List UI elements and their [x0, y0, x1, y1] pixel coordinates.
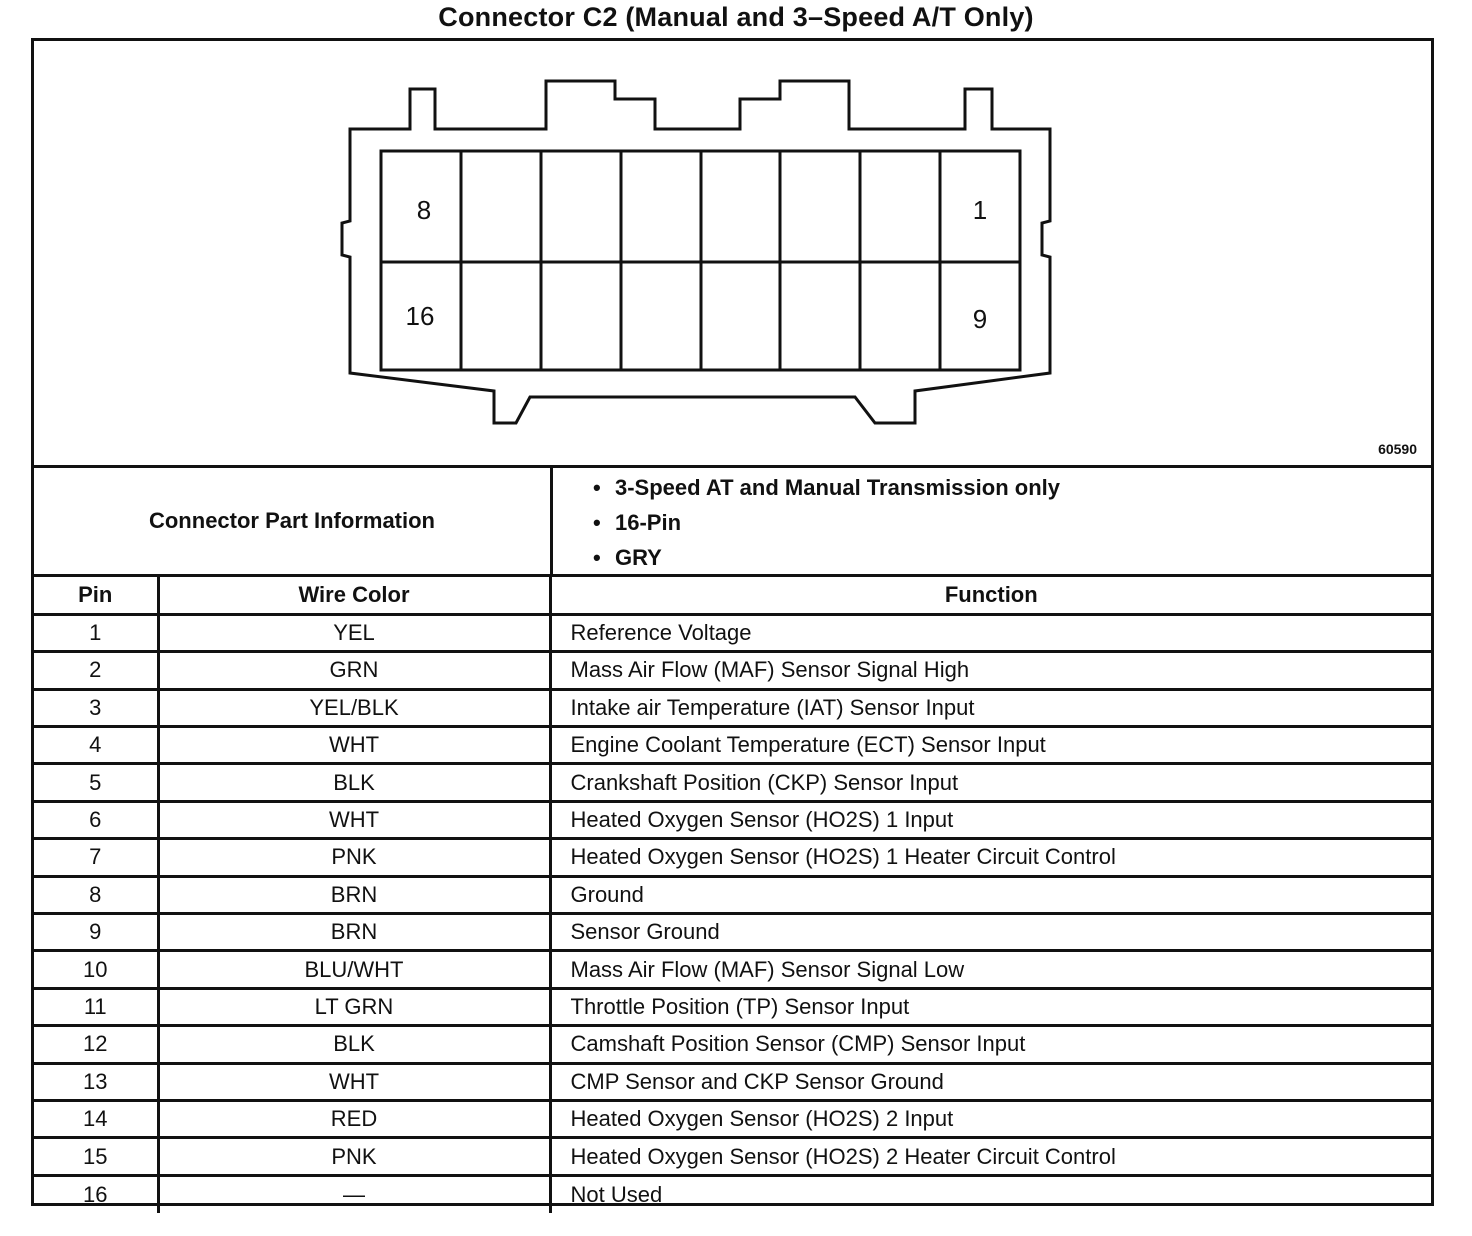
table-row [34, 614, 1431, 651]
pin-number: 11 [34, 988, 158, 1025]
table-row [34, 1138, 1431, 1175]
table-row [34, 951, 1431, 988]
pin-number: 6 [34, 801, 158, 838]
connector-housing-outline [342, 81, 1050, 423]
wire-color: — [158, 1175, 550, 1212]
table-row [34, 1063, 1431, 1100]
wire-color: YEL/BLK [158, 689, 550, 726]
wire-color: GRN [158, 652, 550, 689]
wire-color: BLU/WHT [158, 951, 550, 988]
table-row [34, 764, 1431, 801]
connector-part-info [34, 468, 1431, 577]
pin-number: 5 [34, 764, 158, 801]
wire-color: LT GRN [158, 988, 550, 1025]
connector-diagram [34, 41, 1431, 468]
table-row [34, 1100, 1431, 1137]
part-info-item: • 3-Speed AT and Manual Transmission only [593, 470, 1431, 505]
pin-function: Ground [550, 876, 1431, 913]
pin-number: 13 [34, 1063, 158, 1100]
pin-number: 15 [34, 1138, 158, 1175]
pin-number: 4 [34, 727, 158, 764]
pin-function: Heated Oxygen Sensor (HO2S) 2 Input [550, 1100, 1431, 1137]
table-row [34, 914, 1431, 951]
header-pin: Pin [34, 577, 158, 614]
wire-color: BLK [158, 764, 550, 801]
header-wire-color: Wire Color [158, 577, 550, 614]
pin-number: 10 [34, 951, 158, 988]
table-row [34, 839, 1431, 876]
pin-function: Throttle Position (TP) Sensor Input [550, 988, 1431, 1025]
part-info-item: • GRY [593, 540, 1431, 575]
pin-label-bottom-left: 16 [405, 301, 435, 331]
page-title: Connector C2 (Manual and 3–Speed A/T Only) [438, 2, 1034, 32]
pin-function: CMP Sensor and CKP Sensor Ground [550, 1063, 1431, 1100]
header-function: Function [944, 581, 1038, 607]
wire-color: BLK [158, 1026, 550, 1063]
connector-sheet [31, 38, 1434, 1206]
table-row [34, 1175, 1431, 1212]
wire-color: PNK [158, 1138, 550, 1175]
pin-function: Heated Oxygen Sensor (HO2S) 1 Input [550, 801, 1431, 838]
table-row [34, 652, 1431, 689]
pin-function: Heated Oxygen Sensor (HO2S) 1 Heater Circuit Control [550, 839, 1431, 876]
pin-number: 8 [34, 876, 158, 913]
pin-function: Mass Air Flow (MAF) Sensor Signal High [550, 652, 1431, 689]
pin-number: 14 [34, 1100, 158, 1137]
pin-function: Engine Coolant Temperature (ECT) Sensor Input [550, 727, 1431, 764]
table-row [34, 876, 1431, 913]
pin-label-top-left: 8 [416, 195, 432, 225]
table-row [34, 689, 1431, 726]
pin-function: Heated Oxygen Sensor (HO2S) 2 Heater Circuit Control [550, 1138, 1431, 1175]
wire-color: RED [158, 1100, 550, 1137]
wire-color: PNK [158, 839, 550, 876]
wire-color: BRN [158, 914, 550, 951]
pin-function: Camshaft Position Sensor (CMP) Sensor Input [550, 1026, 1431, 1063]
pin-function: Reference Voltage [550, 614, 1431, 651]
pin-function: Mass Air Flow (MAF) Sensor Signal Low [550, 951, 1431, 988]
figure-number: 60590 [1378, 441, 1417, 457]
pin-function: Sensor Ground [550, 914, 1431, 951]
pin-number: 12 [34, 1026, 158, 1063]
pin-number: 2 [34, 652, 158, 689]
part-info-list [553, 468, 1431, 574]
pin-function: Crankshaft Position (CKP) Sensor Input [550, 764, 1431, 801]
pin-number: 7 [34, 839, 158, 876]
table-row [34, 727, 1431, 764]
pin-number: 1 [34, 614, 158, 651]
table-row [34, 988, 1431, 1025]
part-info-label: Connector Part Information [34, 468, 553, 574]
pin-number: 3 [34, 689, 158, 726]
part-info-item: • 16-Pin [593, 505, 1431, 540]
wire-color: YEL [158, 614, 550, 651]
pin-label-top-right: 1 [972, 195, 988, 225]
wire-color: WHT [158, 727, 550, 764]
wire-color: WHT [158, 801, 550, 838]
wire-color: WHT [158, 1063, 550, 1100]
pin-number: 9 [34, 914, 158, 951]
table-row [34, 1026, 1431, 1063]
pin-number: 16 [34, 1175, 158, 1212]
wire-color: BRN [158, 876, 550, 913]
pin-function: Intake air Temperature (IAT) Sensor Input [550, 689, 1431, 726]
table-header-row [34, 577, 1431, 614]
pin-label-bottom-right: 9 [972, 304, 988, 334]
pin-function: Not Used [550, 1175, 1431, 1212]
connector-face-drawing [34, 41, 1431, 465]
pin-table [34, 577, 1431, 1213]
table-row [34, 801, 1431, 838]
